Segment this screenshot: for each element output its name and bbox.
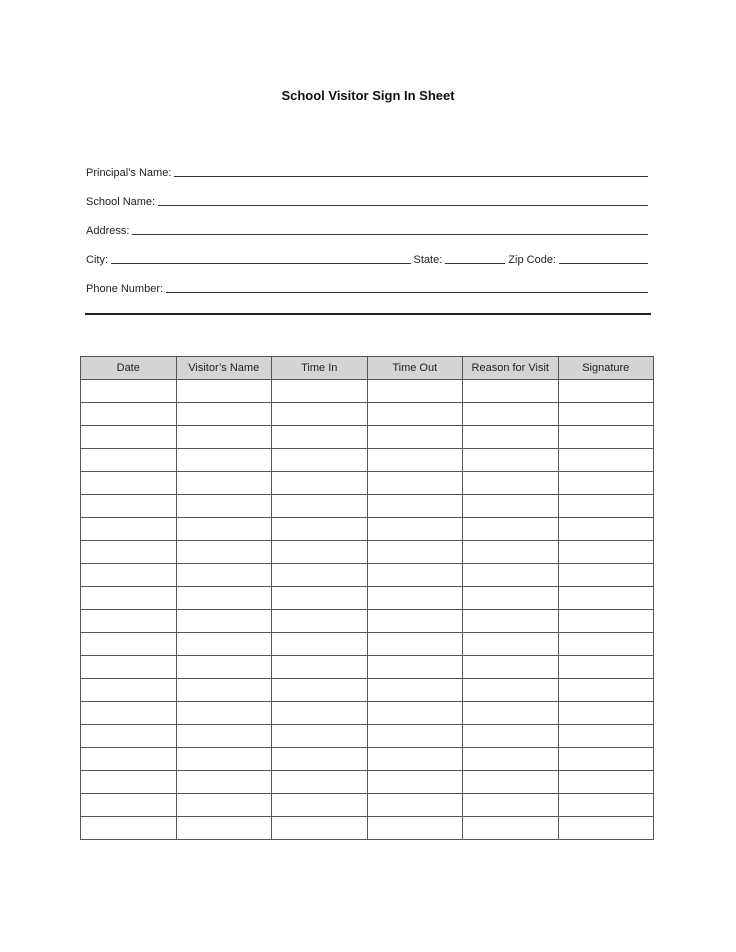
table-cell[interactable] (272, 495, 368, 518)
table-cell[interactable] (367, 518, 463, 541)
phone-number-field[interactable] (166, 280, 648, 293)
table-row (81, 495, 654, 518)
table-cell[interactable] (558, 702, 654, 725)
table-cell[interactable] (176, 748, 272, 771)
column-header: Reason for Visit (463, 357, 559, 380)
table-cell[interactable] (81, 449, 177, 472)
table-cell[interactable] (463, 403, 559, 426)
table-cell[interactable] (558, 817, 654, 840)
table-cell[interactable] (272, 610, 368, 633)
school-row (86, 179, 648, 208)
table-cell[interactable] (463, 656, 559, 679)
city-label: City: (86, 254, 108, 266)
page-title: School Visitor Sign In Sheet (281, 88, 455, 103)
table-cell[interactable] (272, 403, 368, 426)
table-cell[interactable] (367, 380, 463, 403)
table-cell[interactable] (558, 656, 654, 679)
table-cell[interactable] (176, 587, 272, 610)
table-cell[interactable] (272, 748, 368, 771)
table-cell[interactable] (367, 541, 463, 564)
table-cell[interactable] (463, 380, 559, 403)
table-cell[interactable] (558, 380, 654, 403)
table-cell[interactable] (463, 564, 559, 587)
address-field[interactable] (132, 222, 648, 235)
table-cell[interactable] (176, 495, 272, 518)
table-cell[interactable] (367, 679, 463, 702)
table-cell[interactable] (272, 380, 368, 403)
table-cell[interactable] (367, 633, 463, 656)
table-row (81, 564, 654, 587)
table-cell[interactable] (176, 679, 272, 702)
table-cell[interactable] (463, 541, 559, 564)
table-row (81, 587, 654, 610)
table-cell[interactable] (272, 817, 368, 840)
table-cell[interactable] (367, 495, 463, 518)
table-cell[interactable] (81, 748, 177, 771)
table-cell[interactable] (272, 587, 368, 610)
table-cell[interactable] (272, 518, 368, 541)
phone-row (86, 266, 648, 295)
table-cell[interactable] (176, 472, 272, 495)
table-cell[interactable] (558, 633, 654, 656)
table-row (81, 541, 654, 564)
table-cell[interactable] (367, 702, 463, 725)
table-cell[interactable] (367, 771, 463, 794)
table-cell[interactable] (176, 518, 272, 541)
table-cell[interactable] (367, 725, 463, 748)
table-cell[interactable] (367, 472, 463, 495)
table-cell[interactable] (176, 817, 272, 840)
table-row (81, 633, 654, 656)
phone-label: Phone Number: (86, 283, 164, 295)
table-cell[interactable] (81, 380, 177, 403)
zip-code-field[interactable] (559, 251, 648, 264)
table-cell[interactable] (558, 748, 654, 771)
table-cell[interactable] (558, 679, 654, 702)
table-row (81, 679, 654, 702)
table-cell[interactable] (176, 794, 272, 817)
table-cell[interactable] (81, 771, 177, 794)
table-cell[interactable] (272, 656, 368, 679)
column-header: Time Out (367, 357, 463, 380)
table-cell[interactable] (558, 610, 654, 633)
column-header: Time In (272, 357, 368, 380)
table-cell[interactable] (367, 794, 463, 817)
table-cell[interactable] (176, 702, 272, 725)
table-row (81, 794, 654, 817)
table-cell[interactable] (558, 587, 654, 610)
table-cell[interactable] (272, 679, 368, 702)
city-field[interactable] (111, 251, 411, 264)
column-header: Date (81, 357, 177, 380)
state-label: State: (413, 254, 443, 266)
table-cell[interactable] (558, 771, 654, 794)
table-row (81, 725, 654, 748)
table-cell[interactable] (81, 633, 177, 656)
table-cell[interactable] (272, 564, 368, 587)
table-cell[interactable] (463, 817, 559, 840)
table-cell[interactable] (558, 725, 654, 748)
table-row (81, 472, 654, 495)
table-cell[interactable] (272, 725, 368, 748)
table-cell[interactable] (81, 610, 177, 633)
table-row (81, 403, 654, 426)
table-cell[interactable] (81, 564, 177, 587)
table-cell[interactable] (176, 426, 272, 449)
state-field[interactable] (445, 251, 505, 264)
table-row (81, 817, 654, 840)
info-fields (86, 150, 648, 295)
table-cell[interactable] (81, 426, 177, 449)
table-cell[interactable] (367, 564, 463, 587)
table-cell[interactable] (367, 449, 463, 472)
table-cell[interactable] (367, 817, 463, 840)
table-row (81, 748, 654, 771)
table-cell[interactable] (558, 426, 654, 449)
table-cell[interactable] (176, 771, 272, 794)
table-cell[interactable] (81, 587, 177, 610)
address-label: Address: (86, 225, 130, 237)
table-cell[interactable] (81, 817, 177, 840)
table-cell[interactable] (176, 656, 272, 679)
table-cell[interactable] (558, 794, 654, 817)
principal-row (86, 150, 648, 179)
table-cell[interactable] (558, 541, 654, 564)
table-cell[interactable] (367, 403, 463, 426)
table-cell[interactable] (367, 748, 463, 771)
table-row (81, 702, 654, 725)
table-cell[interactable] (272, 426, 368, 449)
table-cell[interactable] (558, 518, 654, 541)
table-cell[interactable] (176, 403, 272, 426)
table-cell[interactable] (463, 426, 559, 449)
address-row (86, 208, 648, 237)
table-cell[interactable] (367, 610, 463, 633)
table-cell[interactable] (176, 564, 272, 587)
table-cell[interactable] (81, 541, 177, 564)
table-cell[interactable] (81, 794, 177, 817)
table-cell[interactable] (272, 449, 368, 472)
table-cell[interactable] (81, 518, 177, 541)
table-row (81, 610, 654, 633)
principal-name-field[interactable] (174, 164, 648, 177)
table-cell[interactable] (176, 380, 272, 403)
city-state-zip-row (86, 237, 648, 266)
table-cell[interactable] (176, 541, 272, 564)
table-cell[interactable] (463, 679, 559, 702)
school-label: School Name: (86, 196, 156, 208)
table-cell[interactable] (558, 564, 654, 587)
table-cell[interactable] (463, 495, 559, 518)
table-cell[interactable] (463, 472, 559, 495)
table-cell[interactable] (272, 771, 368, 794)
table-cell[interactable] (81, 656, 177, 679)
table-row (81, 449, 654, 472)
table-row (81, 518, 654, 541)
table-cell[interactable] (176, 449, 272, 472)
table-cell[interactable] (463, 702, 559, 725)
table-cell[interactable] (463, 748, 559, 771)
table-cell[interactable] (558, 472, 654, 495)
table-cell[interactable] (272, 633, 368, 656)
column-header: Visitor’s Name (176, 357, 272, 380)
table-cell[interactable] (176, 610, 272, 633)
table-cell[interactable] (176, 725, 272, 748)
table-cell[interactable] (81, 403, 177, 426)
table-cell[interactable] (81, 725, 177, 748)
table-cell[interactable] (558, 495, 654, 518)
visitor-log-table (80, 356, 654, 840)
table-cell[interactable] (81, 679, 177, 702)
table-cell[interactable] (463, 771, 559, 794)
table-cell[interactable] (81, 472, 177, 495)
table-cell[interactable] (272, 541, 368, 564)
table-cell[interactable] (463, 725, 559, 748)
table-cell[interactable] (367, 587, 463, 610)
zip-label: Zip Code: (508, 254, 556, 266)
table-cell[interactable] (463, 518, 559, 541)
section-divider (85, 313, 651, 315)
principal-label: Principal’s Name: (86, 167, 172, 179)
table-cell[interactable] (272, 472, 368, 495)
table-row (81, 426, 654, 449)
table-cell[interactable] (463, 610, 559, 633)
table-cell[interactable] (272, 794, 368, 817)
table-row (81, 380, 654, 403)
table-cell[interactable] (558, 449, 654, 472)
table-cell[interactable] (463, 587, 559, 610)
table-cell[interactable] (81, 702, 177, 725)
table-cell[interactable] (272, 702, 368, 725)
table-cell[interactable] (176, 633, 272, 656)
column-header: Signature (558, 357, 654, 380)
table-header-row (81, 357, 654, 380)
table-cell[interactable] (463, 633, 559, 656)
table-cell[interactable] (558, 403, 654, 426)
table-cell[interactable] (367, 656, 463, 679)
table-cell[interactable] (81, 495, 177, 518)
table-cell[interactable] (463, 794, 559, 817)
table-row (81, 656, 654, 679)
table-row (81, 771, 654, 794)
table-cell[interactable] (367, 426, 463, 449)
school-name-field[interactable] (158, 193, 648, 206)
table-cell[interactable] (463, 449, 559, 472)
